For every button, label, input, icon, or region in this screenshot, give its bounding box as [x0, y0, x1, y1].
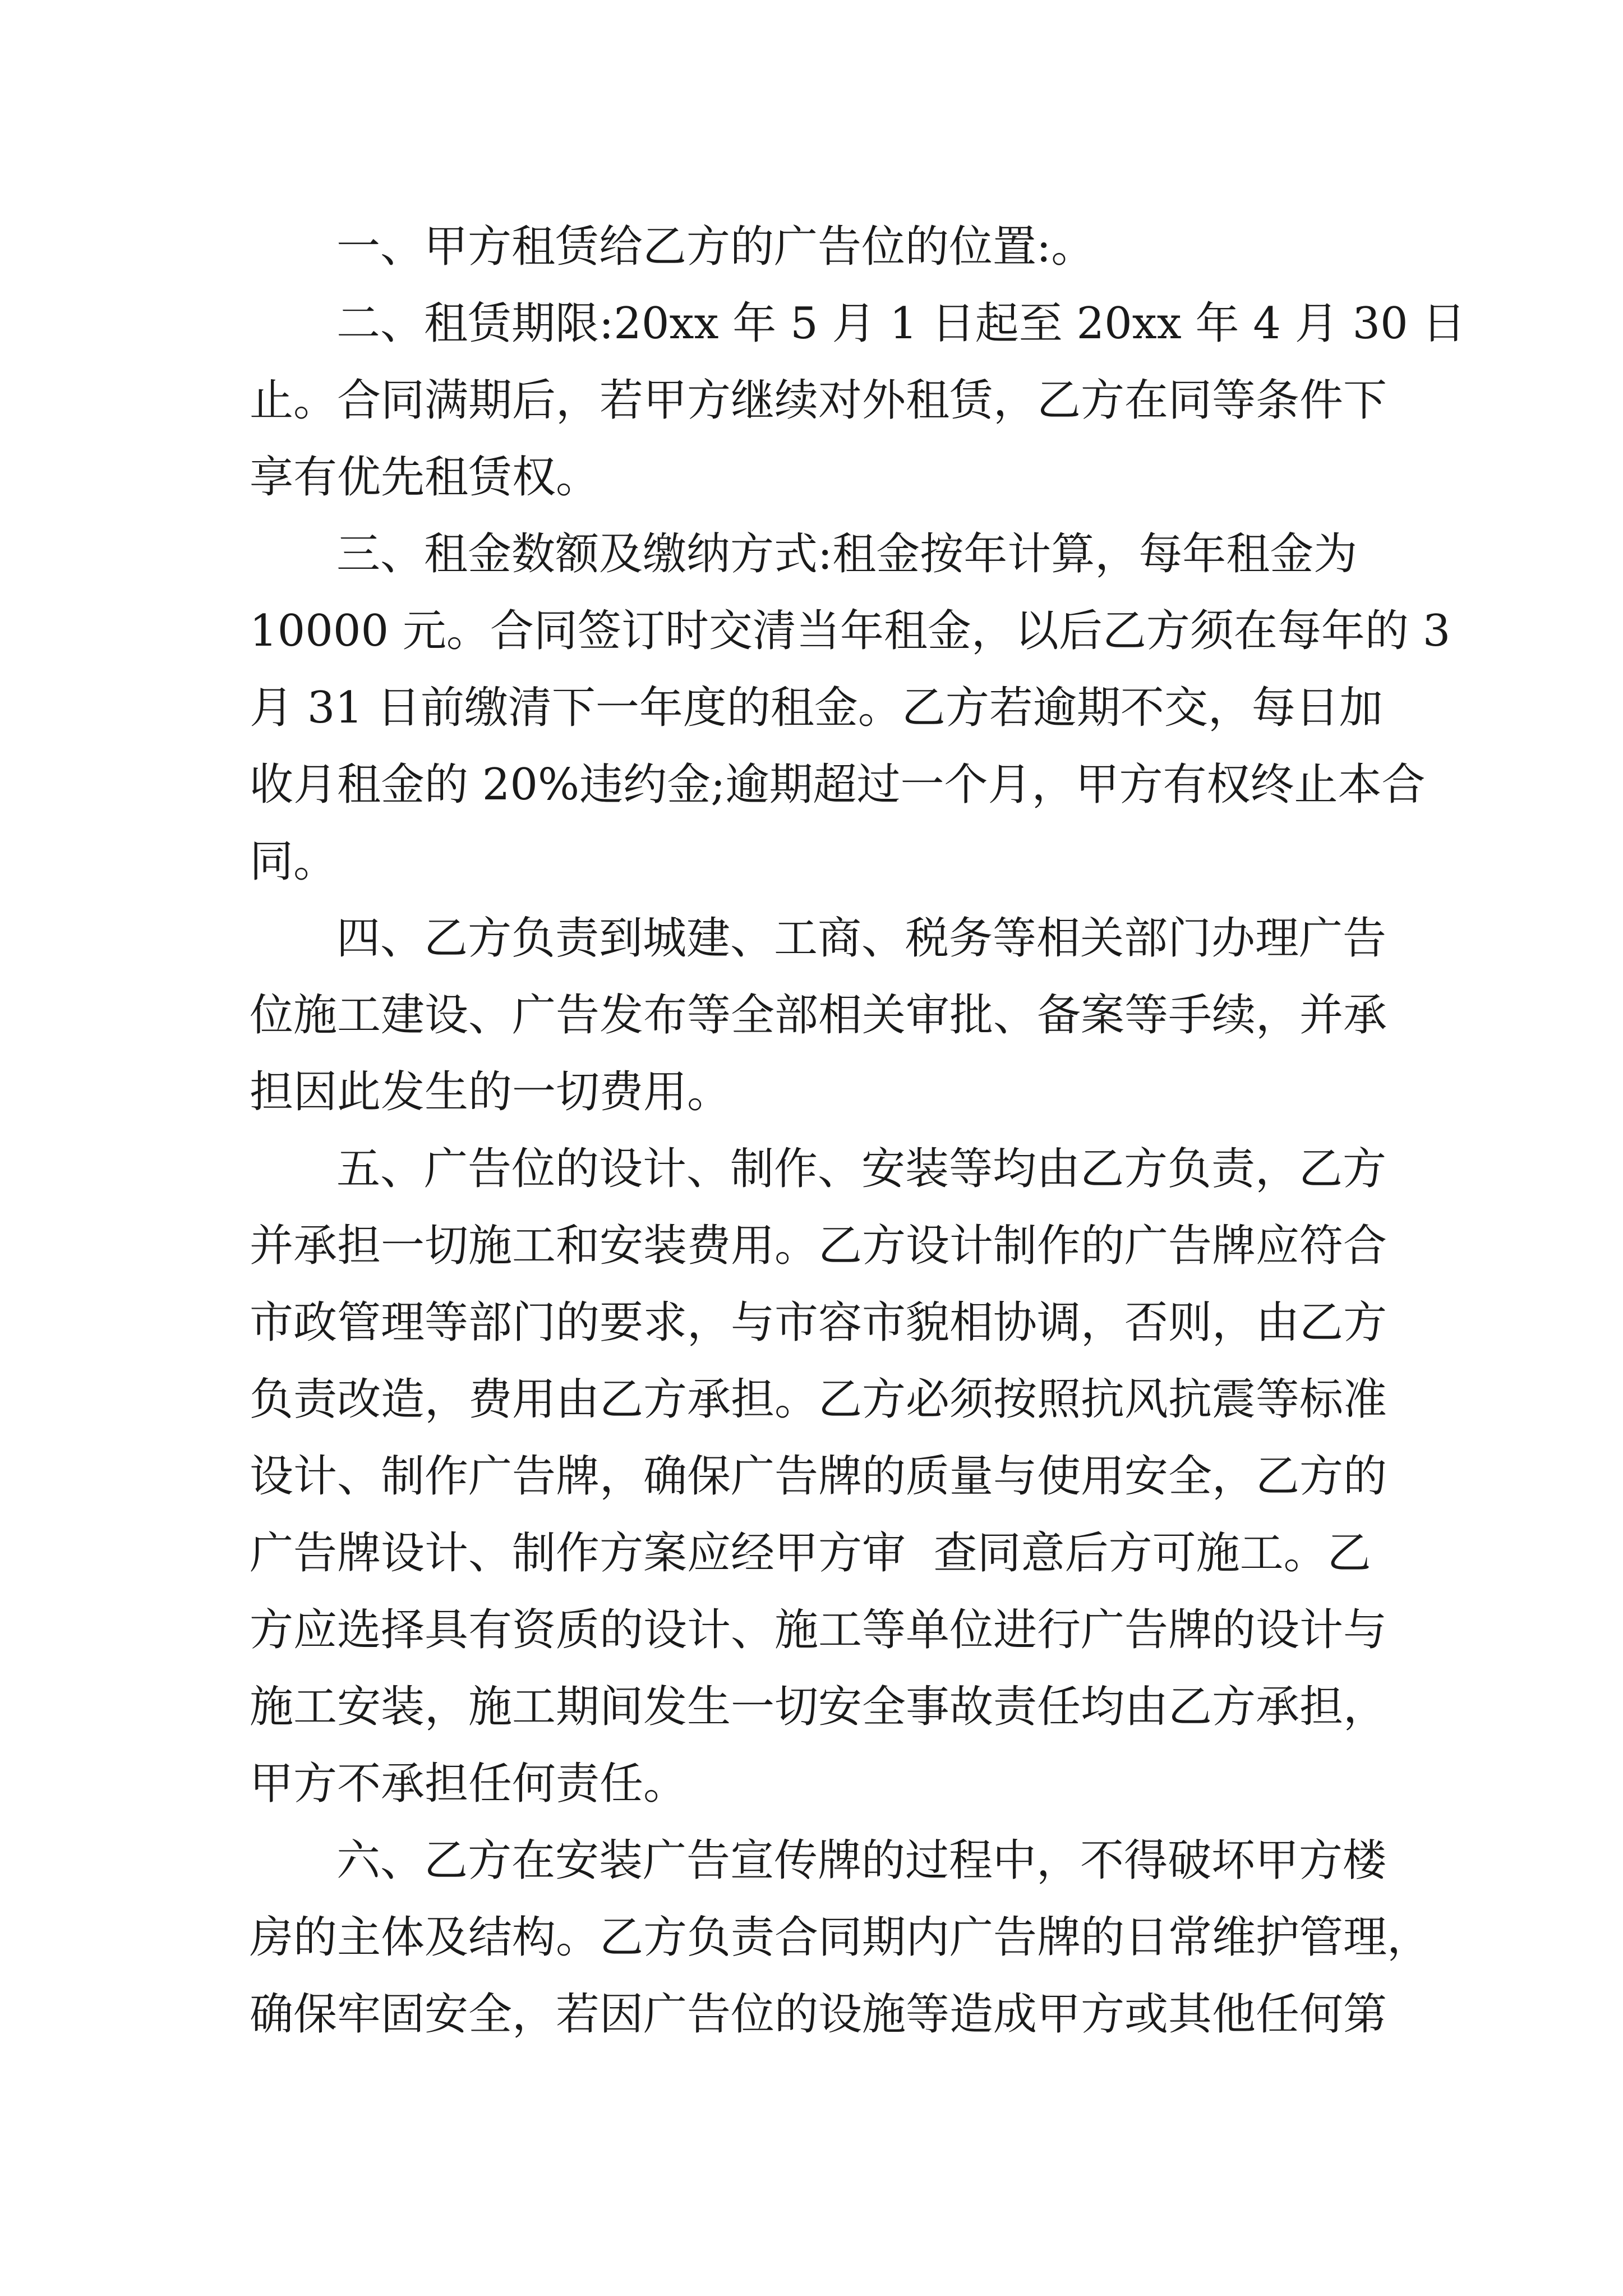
clause-6-line-3: 确保牢固安全，若因广告位的设施等造成甲方或其他任何第: [250, 1989, 1387, 2040]
clause-4-line-2: 位施工建设、广告发布等全部相关审批、备案等手续，并承: [250, 990, 1387, 1041]
clause-5-line-9: 甲方不承担任何责任。: [250, 1759, 688, 1809]
clause-1-line-1: 一、甲方租赁给乙方的广告位的位置:。: [336, 222, 1095, 272]
clause-5-line-2: 并承担一切施工和安装费用。乙方设计制作的广告牌应符合: [250, 1221, 1387, 1271]
clause-3-line-4: 收月租金的 20%违约金;逾期超过一个月，甲方有权终止本合: [250, 760, 1426, 810]
clause-6-line-2: 房的主体及结构。乙方负责合同期内广告牌的日常维护管理，: [250, 1912, 1431, 1963]
clause-5-line-3: 市政管理等部门的要求，与市容市貌相协调，否则，由乙方: [250, 1297, 1387, 1348]
clause-5-line-6: 广告牌设计、制作方案应经甲方审 查同意后方可施工。乙: [250, 1528, 1371, 1579]
clause-2-line-3: 享有优先租赁权。: [250, 452, 600, 503]
clause-2-line-2: 止。合同满期后，若甲方继续对外租赁，乙方在同等条件下: [250, 375, 1387, 426]
clause-3-line-1: 三、租金数额及缴纳方式:租金按年计算，每年租金为: [336, 529, 1358, 579]
clause-3-line-3: 月 31 日前缴清下一年度的租金。乙方若逾期不交，每日加: [250, 683, 1383, 733]
clause-5-line-1: 五、广告位的设计、制作、安装等均由乙方负责，乙方: [336, 1144, 1387, 1194]
clause-3-line-2: 10000 元。合同签订时交清当年租金，以后乙方须在每年的 3: [250, 606, 1451, 656]
clause-5-line-5: 设计、制作广告牌，确保广告牌的质量与使用安全，乙方的: [250, 1451, 1387, 1502]
clause-5-line-8: 施工安装，施工期间发生一切安全事故责任均由乙方承担，: [250, 1682, 1387, 1732]
clause-5-line-4: 负责改造，费用由乙方承担。乙方必须按照抗风抗震等标准: [250, 1374, 1387, 1425]
clause-2-line-1: 二、租赁期限:20xx 年 5 月 1 日起至 20xx 年 4 月 30 日: [336, 298, 1466, 349]
clause-3-line-5: 同。: [250, 836, 338, 887]
clause-4-line-1: 四、乙方负责到城建、工商、税务等相关部门办理广告: [336, 913, 1387, 964]
clause-6-line-1: 六、乙方在安装广告宣传牌的过程中，不得破坏甲方楼: [336, 1835, 1387, 1886]
clause-5-line-7: 方应选择具有资质的设计、施工等单位进行广告牌的设计与: [250, 1605, 1387, 1655]
clause-4-line-3: 担因此发生的一切费用。: [250, 1067, 731, 1117]
